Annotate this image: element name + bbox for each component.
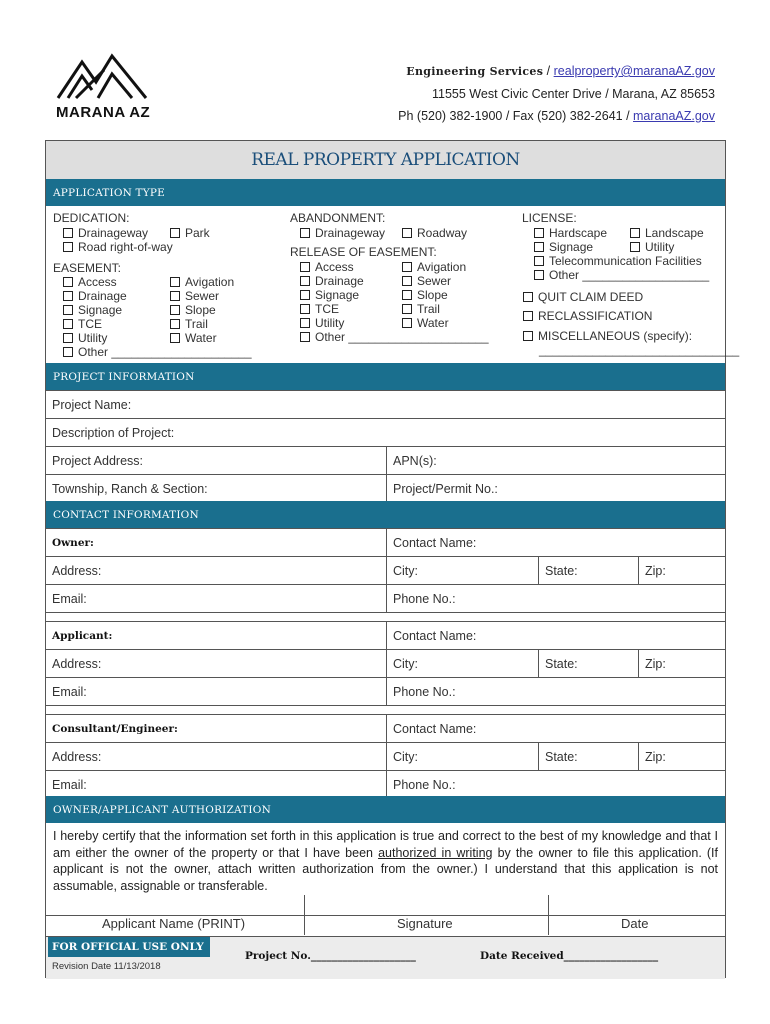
application-type-area xyxy=(46,206,740,364)
signature-field[interactable]: Signature xyxy=(397,916,453,931)
checkbox-release-signage[interactable]: Signage xyxy=(300,288,359,302)
consultant-city-field[interactable]: City: xyxy=(386,743,418,770)
applicant-name-print-field[interactable]: Applicant Name (PRINT) xyxy=(102,916,246,931)
official-use-area xyxy=(46,936,725,979)
owner-contact-name-field[interactable]: Contact Name: xyxy=(386,529,476,556)
row-owner xyxy=(46,528,725,556)
permit-field[interactable]: Project/Permit No.: xyxy=(386,475,498,502)
owner-email-field[interactable]: Email: xyxy=(52,591,87,606)
row-project-description xyxy=(46,418,725,446)
checkbox-easement-signage[interactable]: Signage xyxy=(63,303,122,317)
checkbox-dedication-road[interactable]: Road right-of-way xyxy=(63,240,173,254)
checkbox-miscellaneous[interactable]: MISCELLANEOUS (specify): xyxy=(523,329,692,343)
applicant-address-field[interactable]: Address: xyxy=(52,656,102,671)
official-use-box xyxy=(48,937,210,977)
dedication-label: DEDICATION: xyxy=(53,211,130,225)
row-spacer xyxy=(46,705,725,714)
row-consultant xyxy=(46,714,725,742)
auth-text-part-2: by the owner to file this application. (If applicant is not the owner, attach written authorization from the owner.) I understand that this application is not assumable, assignable or transferable. xyxy=(53,845,718,893)
checkbox-easement-other[interactable]: Other _____________________ xyxy=(63,345,252,359)
checkbox-easement-water[interactable]: Water xyxy=(170,331,217,345)
consultant-label: Consultant/Engineer: xyxy=(52,722,178,735)
row-project-address xyxy=(46,446,725,474)
row-owner-address xyxy=(46,556,725,584)
township-field[interactable]: Township, Ranch & Section: xyxy=(52,481,208,496)
owner-zip-field[interactable]: Zip: xyxy=(638,557,666,584)
license-label: LICENSE: xyxy=(522,211,577,225)
checkbox-release-other[interactable]: Other _____________________ xyxy=(300,330,489,344)
section-application-type: APPLICATION TYPE xyxy=(46,179,725,206)
separator: / xyxy=(543,64,554,78)
owner-phone-field[interactable]: Phone No.: xyxy=(386,585,456,612)
checkbox-license-other[interactable]: Other ___________________ xyxy=(534,268,709,282)
checkbox-release-drainage[interactable]: Drainage xyxy=(300,274,364,288)
owner-city-field[interactable]: City: xyxy=(386,557,418,584)
checkbox-license-utility[interactable]: Utility xyxy=(630,240,674,254)
checkbox-easement-drainage[interactable]: Drainage xyxy=(63,289,127,303)
checkbox-release-slope[interactable]: Slope xyxy=(402,288,448,302)
revision-date: Revision Date 11/13/2018 xyxy=(52,961,161,972)
auth-text-part-1: I hereby certify that the information set forth in this application is true and correct to the best of my knowledge and that I am either the owner of the property or that I have been xyxy=(53,829,718,860)
project-address-field[interactable]: Project Address: xyxy=(52,453,144,468)
checkbox-easement-access[interactable]: Access xyxy=(63,275,117,289)
website-link[interactable]: maranaAZ.gov xyxy=(633,109,715,123)
owner-label: Owner: xyxy=(52,536,94,549)
phone-fax: Ph (520) 382-1900 / Fax (520) 382-2641 / xyxy=(398,109,634,123)
dept-name: Engineering Services xyxy=(406,65,544,78)
abandonment-label: ABANDONMENT: xyxy=(290,211,386,225)
section-authorization: OWNER/APPLICANT AUTHORIZATION xyxy=(46,796,725,823)
application-form xyxy=(45,140,740,978)
logo-text: MARANA AZ xyxy=(56,104,151,121)
consultant-state-field[interactable]: State: xyxy=(538,743,578,770)
marana-logo xyxy=(52,52,158,124)
checkbox-release-utility[interactable]: Utility xyxy=(300,316,344,330)
checkbox-release-access[interactable]: Access xyxy=(300,260,354,274)
checkbox-abandonment-roadway[interactable]: Roadway xyxy=(402,226,467,240)
project-description-field[interactable]: Description of Project: xyxy=(52,425,175,440)
applicant-zip-field[interactable]: Zip: xyxy=(638,650,666,677)
contact-block xyxy=(398,60,715,127)
checkbox-license-landscape[interactable]: Landscape xyxy=(630,226,704,240)
owner-address-field[interactable]: Address: xyxy=(52,563,102,578)
applicant-label: Applicant: xyxy=(52,629,113,642)
checkbox-license-telecom[interactable]: Telecommunication Facilities xyxy=(534,254,702,268)
checkbox-release-avigation[interactable]: Avigation xyxy=(402,260,466,274)
consultant-address-field[interactable]: Address: xyxy=(52,749,102,764)
checkbox-release-sewer[interactable]: Sewer xyxy=(402,274,451,288)
section-project-information: PROJECT INFORMATION xyxy=(46,363,725,390)
consultant-email-field[interactable]: Email: xyxy=(52,777,87,792)
checkbox-easement-sewer[interactable]: Sewer xyxy=(170,289,219,303)
applicant-state-field[interactable]: State: xyxy=(538,650,578,677)
auth-text-underlined: authorized in writing xyxy=(378,845,493,860)
official-use-label: FOR OFFICIAL USE ONLY xyxy=(48,937,210,957)
consultant-contact-name-field[interactable]: Contact Name: xyxy=(386,715,476,742)
checkbox-dedication-park[interactable]: Park xyxy=(170,226,210,240)
project-name-field[interactable]: Project Name: xyxy=(52,397,132,412)
owner-state-field[interactable]: State: xyxy=(538,557,578,584)
contact-line-3 xyxy=(398,105,715,127)
checkbox-abandonment-drainageway[interactable]: Drainageway xyxy=(300,226,385,240)
row-consultant-address xyxy=(46,742,725,770)
applicant-email-field[interactable]: Email: xyxy=(52,684,87,699)
checkbox-license-hardscape[interactable]: Hardscape xyxy=(534,226,607,240)
date-field[interactable]: Date xyxy=(621,916,649,931)
row-consultant-email xyxy=(46,770,725,798)
checkbox-easement-slope[interactable]: Slope xyxy=(170,303,216,317)
checkbox-license-signage[interactable]: Signage xyxy=(534,240,593,254)
row-spacer xyxy=(46,612,725,621)
row-applicant xyxy=(46,621,725,649)
applicant-city-field[interactable]: City: xyxy=(386,650,418,677)
row-applicant-email xyxy=(46,677,725,705)
date-received-field[interactable]: Date Received__________________ xyxy=(480,950,659,962)
checkbox-release-trail[interactable]: Trail xyxy=(402,302,440,316)
row-applicant-address xyxy=(46,649,725,677)
project-no-field[interactable]: Project No.____________________ xyxy=(245,950,416,962)
applicant-contact-name-field[interactable]: Contact Name: xyxy=(386,622,476,649)
checkbox-easement-tce[interactable]: TCE xyxy=(63,317,102,331)
apn-field[interactable]: APN(s): xyxy=(386,447,437,474)
checkbox-reclassification[interactable]: RECLASSIFICATION xyxy=(523,309,652,323)
email-link[interactable]: realproperty@maranaAZ.gov xyxy=(553,64,715,78)
row-township xyxy=(46,474,725,502)
checkbox-easement-avigation[interactable]: Avigation xyxy=(170,275,234,289)
row-owner-email xyxy=(46,584,725,612)
mountain-logo-icon xyxy=(52,52,152,102)
checkbox-dedication-drainageway[interactable]: Drainageway xyxy=(63,226,148,240)
consultant-phone-field[interactable]: Phone No.: xyxy=(386,771,456,798)
form-title: REAL PROPERTY APPLICATION xyxy=(46,141,725,179)
checkbox-release-water[interactable]: Water xyxy=(402,316,449,330)
misc-specify-line[interactable]: ______________________________ xyxy=(539,343,740,357)
release-label: RELEASE OF EASEMENT: xyxy=(290,245,437,259)
checkbox-release-tce[interactable]: TCE xyxy=(300,302,339,316)
row-project-name xyxy=(46,390,725,418)
checkbox-quit-claim[interactable]: QUIT CLAIM DEED xyxy=(523,290,643,304)
consultant-zip-field[interactable]: Zip: xyxy=(638,743,666,770)
address-line: 11555 West Civic Center Drive / Marana, AZ 85653 xyxy=(431,87,715,101)
checkbox-easement-utility[interactable]: Utility xyxy=(63,331,107,345)
contact-line-1 xyxy=(398,60,715,83)
authorization-statement xyxy=(46,823,725,894)
easement-label: EASEMENT: xyxy=(53,261,122,275)
section-contact-information: CONTACT INFORMATION xyxy=(46,501,725,528)
applicant-phone-field[interactable]: Phone No.: xyxy=(386,678,456,705)
checkbox-easement-trail[interactable]: Trail xyxy=(170,317,208,331)
